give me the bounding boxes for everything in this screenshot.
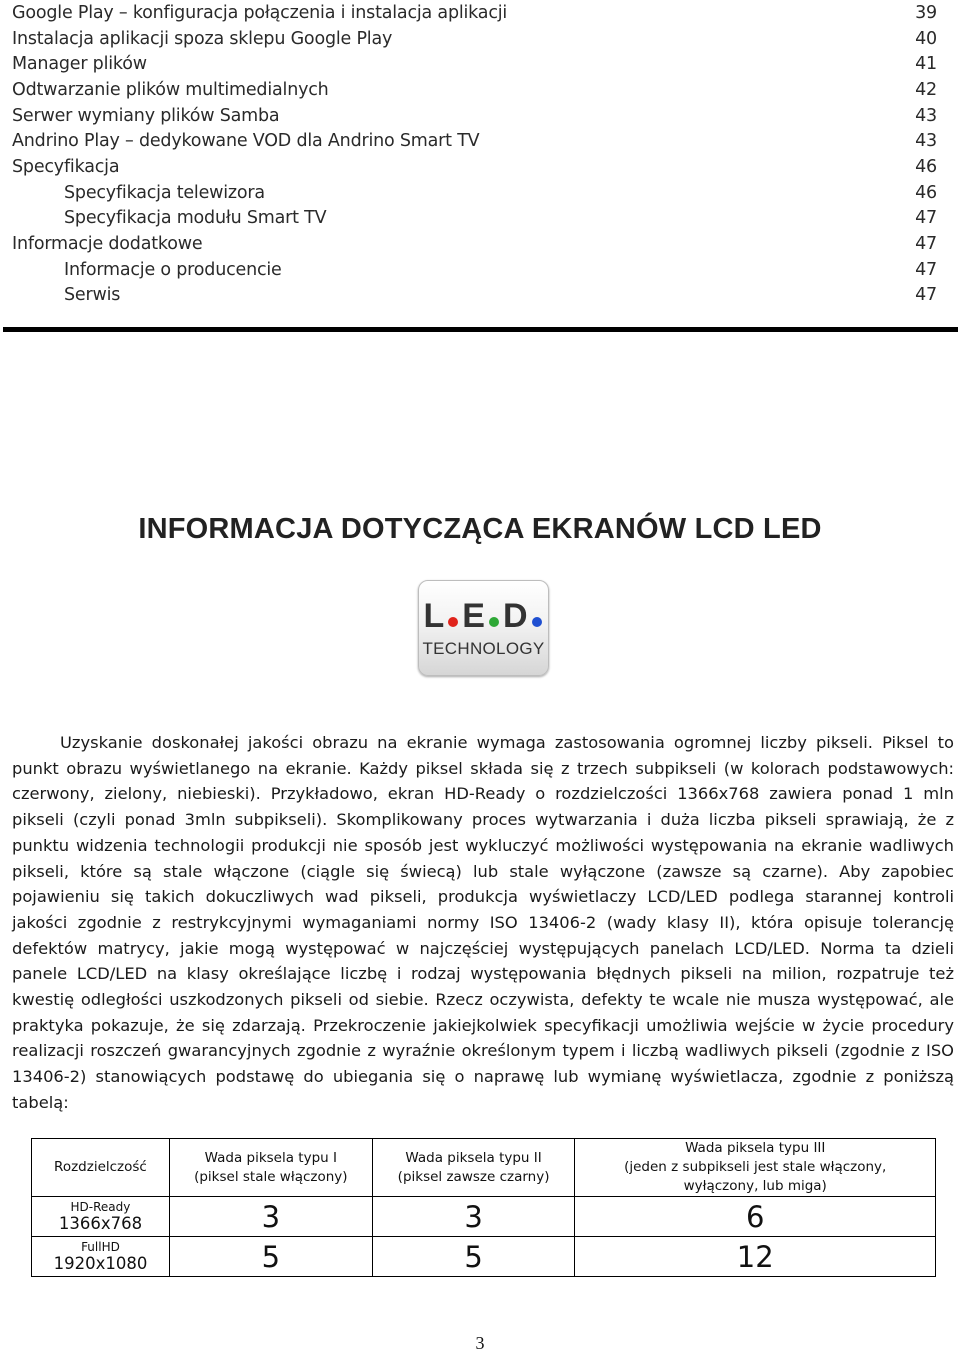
section-heading: INFORMACJA DOTYCZĄCA EKRANÓW LCD LED [138, 513, 822, 545]
logo-letter-e: E [462, 597, 485, 635]
toc-entry-title: Informacje dodatkowe [12, 234, 203, 255]
header-resolution: Rozdzielczość [32, 1139, 170, 1197]
table-of-contents [12, 0, 937, 308]
toc-entry[interactable] [12, 51, 937, 77]
toc-subentry[interactable] [12, 206, 937, 232]
toc-entry[interactable] [12, 231, 937, 257]
toc-entry-page: 47 [915, 208, 937, 229]
toc-entry-title: Specyfikacja [12, 156, 120, 177]
logo-letter-d: D [502, 597, 528, 635]
toc-entry-page: 47 [915, 234, 937, 255]
resolution-cell: HD-Ready 1366x768 [32, 1197, 170, 1237]
toc-entry-title: Manager plików [12, 54, 147, 75]
table-row [32, 1197, 936, 1237]
pixel-defect-table [31, 1138, 936, 1277]
header-type1: Wada piksela typu I (piksel stale włączony) [169, 1139, 372, 1197]
toc-entry-title: Serwis [64, 285, 121, 306]
header-type2: Wada piksela typu II (piksel zawsze czarny) [372, 1139, 575, 1197]
toc-entry-title: Serwer wymiany plików Samba [12, 105, 280, 126]
type1-cell: 5 [169, 1237, 372, 1277]
page-number: 3 [475, 1333, 485, 1353]
toc-entry-page: 41 [915, 54, 937, 75]
led-technology-logo [418, 580, 549, 676]
toc-entry-title: Odtwarzanie plików multimedialnych [12, 79, 329, 100]
toc-entry-title: Specyfikacja telewizora [64, 182, 265, 203]
toc-entry-page: 43 [915, 105, 937, 126]
header-type3: Wada piksela typu III (jeden z subpikseli jest stale włączony, wyłączony, lub miga) [575, 1139, 936, 1197]
logo-letter-l: L [423, 597, 445, 635]
toc-entry[interactable] [12, 154, 937, 180]
blue-dot-icon [532, 617, 542, 627]
type3-cell: 6 [575, 1197, 936, 1237]
type3-cell: 12 [575, 1237, 936, 1277]
toc-entry-page: 43 [915, 131, 937, 152]
toc-entry-title: Google Play – konfiguracja połączenia i instalacja aplikacji [12, 2, 508, 23]
toc-subentry[interactable] [12, 283, 937, 309]
toc-entry-title: Specyfikacja modułu Smart TV [64, 208, 327, 229]
toc-entry-title: Instalacja aplikacji spoza sklepu Google Play [12, 28, 393, 49]
table-row [32, 1237, 936, 1277]
type2-cell: 5 [372, 1237, 575, 1277]
horizontal-divider [3, 327, 958, 332]
toc-entry-page: 39 [915, 2, 937, 23]
toc-entry-page: 47 [915, 259, 937, 280]
toc-entry[interactable] [12, 77, 937, 103]
toc-entry-title: Informacje o producencie [64, 259, 282, 280]
toc-entry[interactable] [12, 128, 937, 154]
toc-entry-page: 46 [915, 156, 937, 177]
logo-subtitle: TECHNOLOGY [422, 639, 545, 658]
resolution-cell: FullHD 1920x1080 [32, 1237, 170, 1277]
toc-subentry[interactable] [12, 257, 937, 283]
type2-cell: 3 [372, 1197, 575, 1237]
green-dot-icon [489, 617, 499, 627]
type1-cell: 3 [169, 1197, 372, 1237]
toc-entry-title: Andrino Play – dedykowane VOD dla Andrino Smart TV [12, 131, 480, 152]
toc-entry-page: 40 [915, 28, 937, 49]
toc-entry-page: 42 [915, 79, 937, 100]
logo-letters [419, 593, 548, 633]
red-dot-icon [448, 617, 458, 627]
table-header-row [32, 1139, 936, 1197]
toc-entry[interactable] [12, 26, 937, 52]
body-paragraph: Uzyskanie doskonałej jakości obrazu na ekranie wymaga zastosowania ogromnej liczby pikseli. Piksel to punkt obrazu wyświetlanego na ekranie. Każdy piksel składa się z trzech subpikseli (w kolorach podstawowych: czerwony, zielony, niebieski). Przykładowo, ekran HD-Ready o rozdzielczości 1366x768 zawiera ponad 1 mln pikseli (czyli ponad 3mln subpikseli). Skomplikowany proces wytwarzania i duża liczba pikseli sprawiają, że z punktu widzenia technologii produkcji nie sposób jest wykluczyć możliwości występowania na ekranie wadliwych pikseli, które są stale włączone (ciągle się świecą) lub stale wyłączone (zawsze są czarne). Aby zapobiec pojawieniu się takich dokuczliwych wad pikseli, produkcja wyświetlaczy LCD/LED podlega starannej kontroli jakości zgodnie z restrykcyjnymi wymaganiami normy ISO 13406-2 (wady klasy II), która opisuje tolerancję defektów matrycy, jakie mogą występować w najczęściej występujących panelach LCD/LED. Norma ta dzieli panele LCD/LED na klasy określające liczbę i rodzaj występowania błędnych pikseli na milion, rozpatruje też kwestię odległości uszkodzonych pikseli od siebie. Rzecz oczywista, defekty te wcale nie musza występować, ale praktyka pokazuje, że się zdarzają. Przekroczenie jakiejkolwiek specyfikacji umożliwia wejście w życie procedury realizacji roszczeń gwarancyjnych zgodnie z wyraźnie określonym typem i liczbą wadliwych pikseli (zgodnie z ISO 13406-2) stanowiących podstawę do ubiegania się o naprawę lub wymianę wyświetlacza, zgodnie z poniższą tabelą: [12, 733, 954, 1112]
toc-entry-page: 46 [915, 182, 937, 203]
toc-entry-page: 47 [915, 285, 937, 306]
toc-entry[interactable] [12, 103, 937, 129]
toc-subentry[interactable] [12, 180, 937, 206]
toc-entry[interactable] [12, 0, 937, 26]
